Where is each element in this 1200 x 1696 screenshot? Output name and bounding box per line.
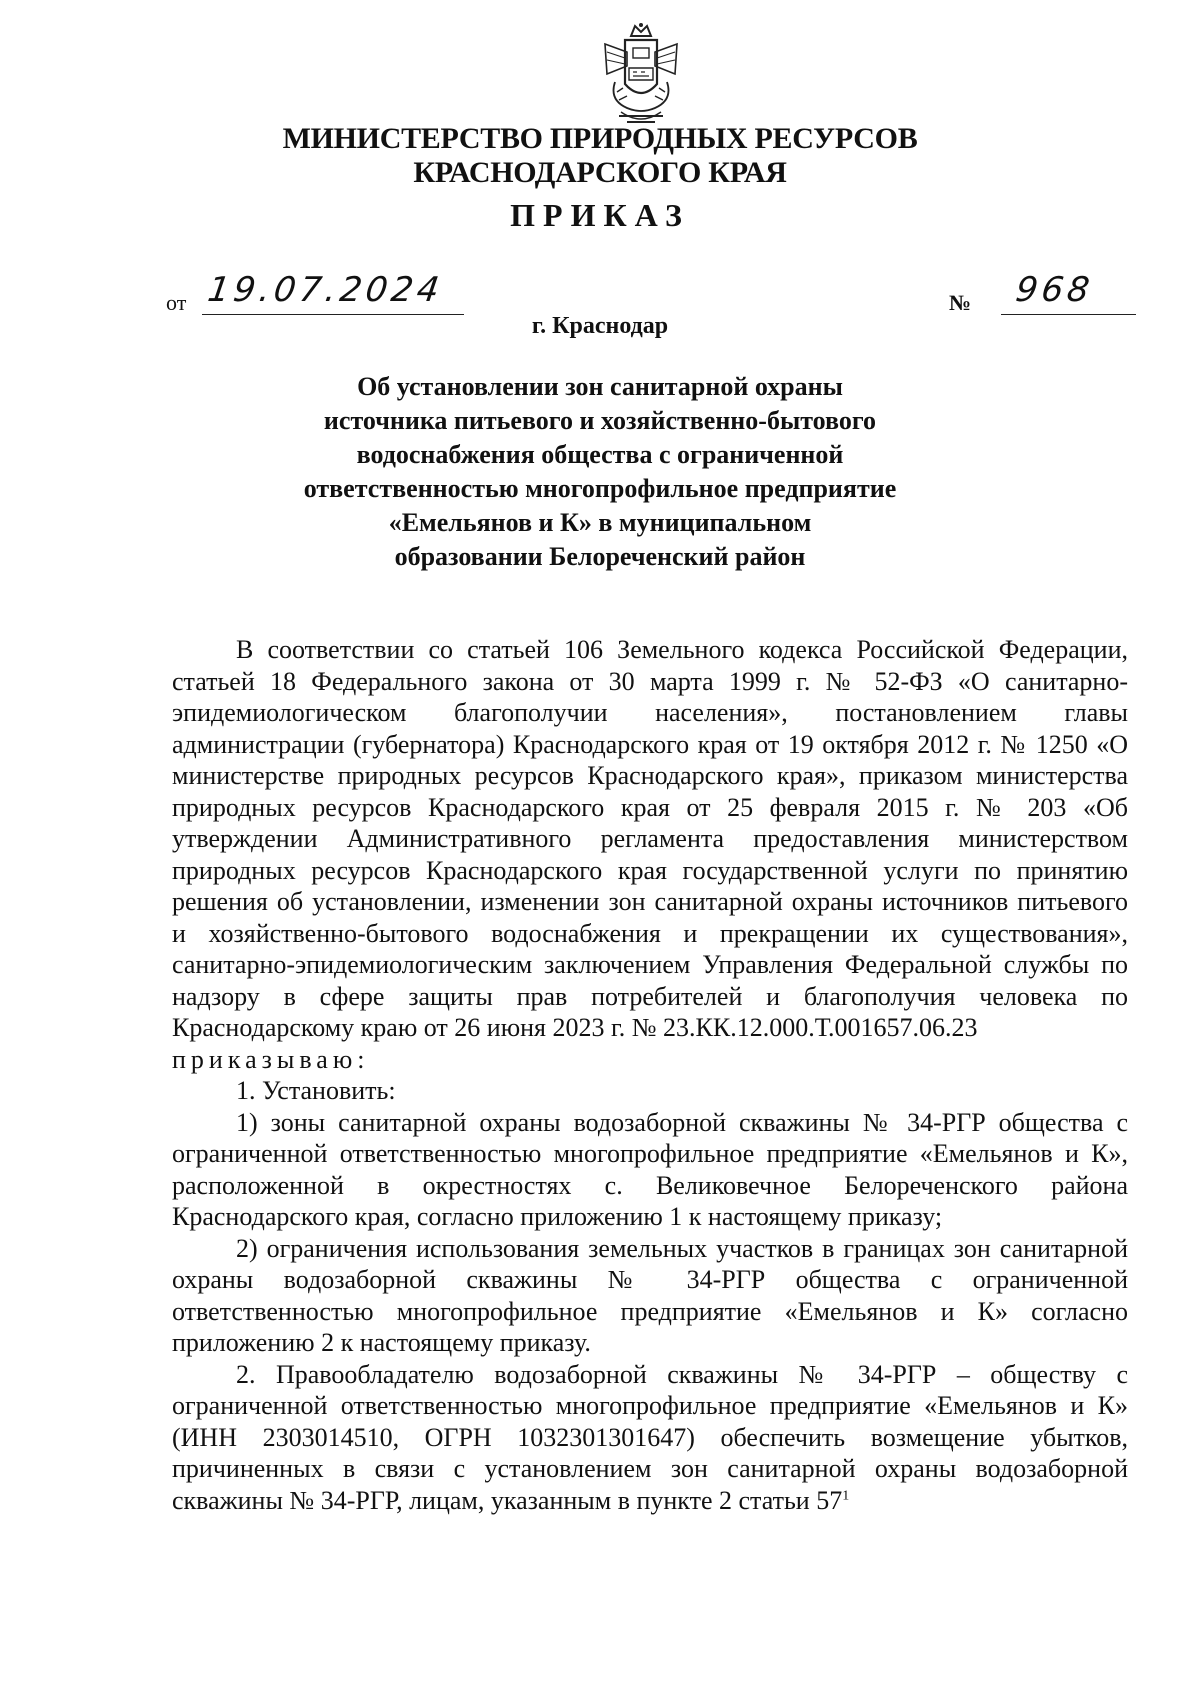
document-type-title: ПРИКАЗ	[510, 197, 690, 233]
subject-line: водоснабжения общества с ограниченной	[356, 440, 844, 469]
coat-of-arms-icon	[597, 22, 685, 128]
order-verb: приказываю:	[172, 1044, 370, 1074]
item-1-subitem-2: 2) ограничения использования земельных участков в границах зон санитарной охраны водозаборной скважины № 34-РГР общества с ограниченной ответственностью многопрофильное предприятие «Емельянов и К» согласно приложению 2 к настоящему приказу.	[172, 1233, 1128, 1357]
handwritten-date: 19.07.2024	[205, 270, 446, 310]
subject-line: ответственностью многопрофильное предприятие	[303, 474, 897, 503]
article-superscript: 1	[842, 1487, 850, 1503]
item-2-paragraph	[172, 1359, 1128, 1517]
preamble-paragraph: В соответствии со статьей 106 Земельного кодекса Российской Федерации, статьей 18 Федерального закона от 30 марта 1999 г. № 52-ФЗ «О санитарно-эпидемиологическом благополучии населения», постановлением главы администрации (губернатора) Краснодарского края от 19 октября 2012 г. № 1250 «О министерстве природных ресурсов Краснодарского края», приказом министерства природных ресурсов Краснодарского края от 25 февраля 2015 г. № 203 «Об утверждении Административного регламента предоставления министерством природных ресурсов Краснодарского края государственной услуги по принятию решения об установлении, изменении зон санитарной охраны источников питьевого и хозяйственно-бытового водоснабжения и прекращении их существования», санитарно-эпидемиологическим заключением Управления Федеральной службы по надзору в сфере защиты прав потребителей и благополучия человека по Краснодарскому краю от 26 июня 2023 г. № 23.КК.12.000.Т.001657.06.23	[172, 635, 1128, 1042]
item-1-subitem-1: 1) зоны санитарной охраны водозаборной скважины № 34-РГР общества с ограниченной ответственностью многопрофильное предприятие «Емельянов и К», расположенной в окрестностях с. Великовечное Белореченского района Краснодарского края, согласно приложению 1 к настоящему приказу;	[172, 1107, 1128, 1231]
item-1-heading: 1. Установить:	[236, 1076, 396, 1105]
handwritten-number: 968	[1013, 270, 1096, 310]
subject-line: Об установлении зон санитарной охраны	[357, 372, 843, 401]
subject-line: источника питьевого и хозяйственно-бытового	[323, 406, 877, 435]
city-name: г. Краснодар	[531, 313, 669, 339]
ministry-name-line1: МИНИСТЕРСТВО ПРИРОДНЫХ РЕСУРСОВ	[282, 122, 918, 155]
subject-line: «Емельянов и К» в муниципальном	[388, 508, 812, 537]
subject-line: образовании Белореченский район	[394, 542, 806, 571]
order-body	[172, 634, 1128, 1516]
date-label: от	[166, 290, 187, 315]
ministry-name-line2: КРАСНОДАРСКОГО КРАЯ	[413, 156, 787, 189]
item-2-text: 2. Правообладателю водозаборной скважины № 34-РГР – обществу с ограниченной ответственностью многопрофильное предприятие «Емельянов и К» (ИНН 2303014510, ОГРН 1032301301647) обеспечить возмещение убытков, причиненных в связи с установлением зон санитарной охраны водозаборной скважины № 34-РГР, лицам, указанным в пункте 2 статьи 57	[172, 1359, 1128, 1515]
order-subject	[0, 370, 1200, 574]
number-label: №	[949, 290, 972, 315]
